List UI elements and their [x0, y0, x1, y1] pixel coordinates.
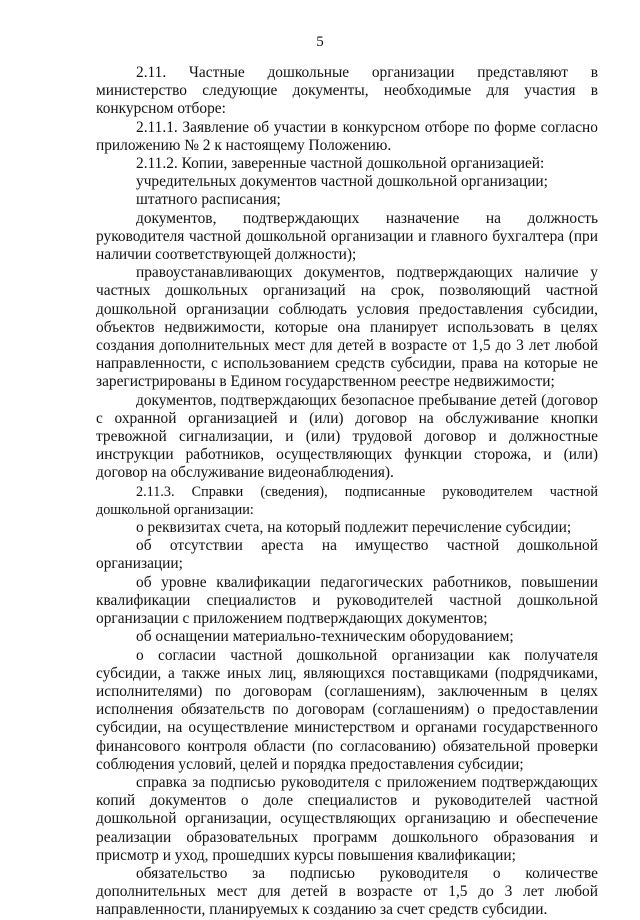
list-item-staff-schedule: штатного расписания;	[136, 191, 281, 209]
paragraph-2-11: 2.11. Частные дошкольные организации представляют в министерство следующие документы, необходимые для участия в конкурсном отборе:	[96, 64, 598, 118]
list-item-consent: о согласии частной дошкольной организации как получателя субсидии, а также иных лиц, являющихся поставщиками (подрядчиками, исполнителями) по договорам (соглашениям), заключенным в целях исполнения обязательств по договорам (соглашениям) о предоставлении субсидии, на осуществление министерством и органами государственного финансового контроля области (по согласованию) обязательной проверки соблюдения условий, целей и порядка предоставления субсидии;	[96, 646, 598, 773]
list-item-founding-documents: учредительных документов частной дошкольной организации;	[136, 173, 548, 191]
list-item-specialists-share: справка за подписью руководителя с приложением подтверждающих копий документов о доле специалистов и руководителей частной дошкольной организации, осуществляющих организацию и обеспечение реализации образовательных программ дошкольного образования и присмотр и уход, прошедших курсы повышения квалификации;	[96, 773, 598, 864]
list-item-commitment: обязательство за подписью руководителя о количестве дополнительных мест для детей в возрасте от 1,5 до 3 лет любой направленности, планируемых к созданию за счет средств субсидии.	[96, 864, 598, 919]
list-item-qualification: об уровне квалификации педагогических работников, повышении квалификации специалистов и руководителей частной дошкольной организации с приложением подтверждающих документов;	[96, 573, 598, 628]
page-number: 5	[316, 34, 324, 50]
paragraph-2-11-3: 2.11.3. Справки (сведения), подписанные руководителем частной дошкольной организации:	[96, 483, 598, 518]
list-item-title-documents: правоустанавливающих документов, подтверждающих наличие у частных дошкольных организаций на срок, позволяющий частной дошкольной организации соблюдать условия предоставления субсидии, объектов недвижимости, которые она планирует использовать в целях создания дополнительных мест для детей в возрасте от 1,5 до 3 лет любой направленности, с использованием средств субсидии, права на которые не зарегистрированы в Едином государственном реестре недвижимости;	[96, 264, 598, 391]
list-item-bank-details: о реквизитах счета, на который подлежит перечисление субсидии;	[136, 519, 572, 537]
paragraph-2-11-2: 2.11.2. Копии, заверенные частной дошкольной организацией:	[136, 155, 545, 173]
list-item-equipment: об оснащении материально-техническим оборудованием;	[136, 628, 514, 646]
document-body	[96, 64, 598, 920]
list-item-appointment-documents: документов, подтверждающих назначение на должность руководителя частной дошкольной организации и главного бухгалтера (при наличии соответствующей должности);	[96, 209, 598, 264]
paragraph-2-11-1: 2.11.1. Заявление об участии в конкурсном отборе по форме согласно приложению № 2 к настоящему Положению.	[96, 118, 598, 154]
list-item-no-arrest: об отсутствии ареста на имущество частной дошкольной организации;	[96, 537, 598, 573]
list-item-safety-documents: документов, подтверждающих безопасное пребывание детей (договор с охранной организацией и (или) договор на обслуживание кнопки тревожной сигнализации, и (или) трудовой договор и должностные инструкции работников, осуществляющих функции сторожа, и (или) договор на обслуживание видеонаблюдения).	[96, 391, 598, 482]
